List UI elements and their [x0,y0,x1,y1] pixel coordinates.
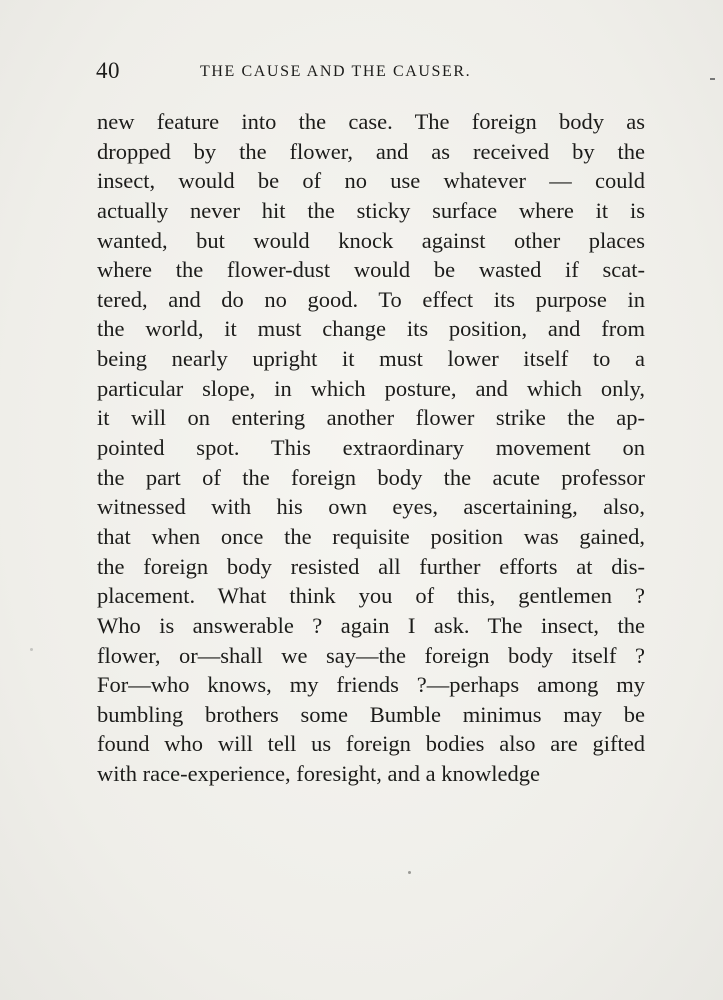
text-line: actually never hit the sticky surface where it is [97,197,645,223]
text-line: it will on entering another flower strike the ap- [97,405,645,431]
text-line: with race-experience, foresight, and a knowledge [97,761,540,787]
text-line: placement. What think you of this, gentlemen ? [97,583,645,609]
paper-speck [30,648,33,651]
text-line: Who is answerable ? again I ask. The insect, the [97,612,645,638]
text-line: For—who knows, my friends ?—perhaps among my [97,672,645,698]
text-line: the part of the foreign body the acute professor [97,464,645,490]
text-line: bumbling brothers some Bumble minimus may be [97,701,645,727]
running-head [96,58,652,88]
text-line: the foreign body resisted all further efforts at dis- [97,553,645,579]
page-number: 40 [96,58,120,83]
text-line: new feature into the case. The foreign body as [97,109,645,134]
text-line: flower, or—shall we say—the foreign body itself ? [97,642,645,668]
text-line: dropped by the flower, and as received by the [97,138,645,164]
text-line: wanted, but would knock against other places [97,227,645,253]
text-line: being nearly upright it must lower itself to a [97,346,645,372]
text-line: particular slope, in which posture, and which only, [97,375,645,401]
text-line: witnessed with his own eyes, ascertaining, also, [97,494,645,520]
text-line: found who will tell us foreign bodies also are gifted [97,731,645,757]
text-line: the world, it must change its position, and from [97,316,645,342]
margin-mark [710,78,715,80]
text-line: pointed spot. This extraordinary movement on [97,435,645,461]
text-line: where the flower-dust would be wasted if scat- [97,257,645,283]
paper-speck [408,871,411,874]
text-line: tered, and do no good. To effect its purpose in [97,286,645,312]
body-text [97,107,645,789]
running-title: THE CAUSE AND THE CAUSER. [200,63,472,80]
text-line: insect, would be of no use whatever — could [97,168,645,194]
text-line: that when once the requisite position was gained, [97,523,645,549]
